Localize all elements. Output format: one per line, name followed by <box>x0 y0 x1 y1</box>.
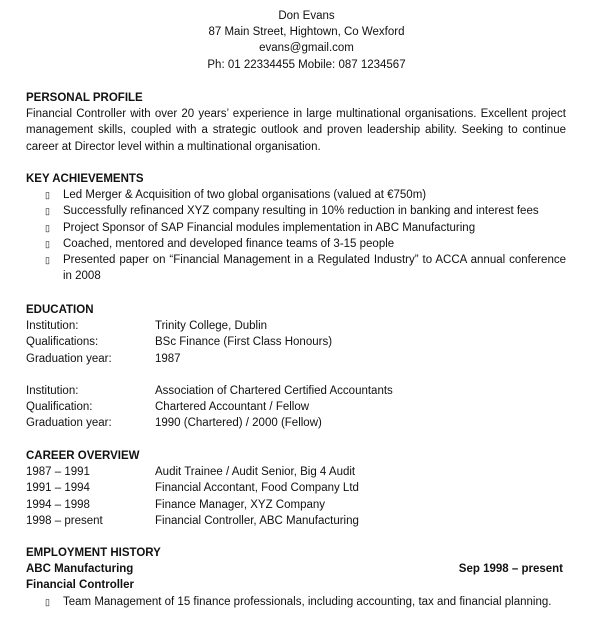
education-row: Graduation year: 1990 (Chartered) / 2000 (Fellow) <box>26 417 322 430</box>
list-item: ▯ Project Sponsor of SAP Financial modules implementation in ABC Manufacturing <box>26 220 566 236</box>
bullet-icon: ▯ <box>45 596 50 607</box>
bullet-icon: ▯ <box>45 222 50 233</box>
employer-row <box>26 561 563 577</box>
career-overview-section <box>26 448 566 529</box>
list-item: ▯ Coached, mentored and developed finance teams of 3-15 people <box>26 236 566 252</box>
section-heading: PERSONAL PROFILE <box>26 92 143 104</box>
bullet-icon: ▯ <box>45 190 50 201</box>
education-row: Institution: Trinity College, Dublin <box>26 320 268 333</box>
education-entry <box>26 318 566 367</box>
personal-profile-section <box>26 90 566 155</box>
bullet-icon: ▯ <box>45 206 50 217</box>
list-item: ▯ Successfully refinanced XYZ company resulting in 10% reduction in banking and interest fees <box>26 203 566 219</box>
education-section <box>26 302 566 432</box>
section-heading: EDUCATION <box>26 304 94 316</box>
bullet-icon: ▯ <box>45 238 50 249</box>
achievements-list <box>26 187 566 284</box>
education-row: Qualification: Chartered Accountant / Fellow <box>26 401 310 414</box>
education-row: Graduation year: 1987 <box>26 352 181 365</box>
address: 87 Main Street, Hightown, Co Wexford <box>208 26 405 39</box>
candidate-name: Don Evans <box>278 10 335 22</box>
profile-text: Financial Controller with over 20 years’ experience in large multinational organisations. Excellent project management skills, coupled with a strategic outlook and proven leadership ability. Seeking to continue career at Director level within a multinational organisation. <box>26 108 566 153</box>
phone-numbers: Ph: 01 22334455 Mobile: 087 1234567 <box>207 58 406 71</box>
education-row: Qualifications: BSc Finance (First Class Honours) <box>26 336 333 349</box>
career-row: 1987 – 1991 Audit Trainee / Audit Senior, Big 4 Audit <box>26 466 356 479</box>
employment-duties-list <box>26 594 563 610</box>
section-heading: CAREER OVERVIEW <box>26 450 140 462</box>
employment-dates: Sep 1998 – present <box>458 563 563 576</box>
section-heading: KEY ACHIEVEMENTS <box>26 173 144 185</box>
employer-name: ABC Manufacturing <box>26 563 134 576</box>
section-heading: EMPLOYMENT HISTORY <box>26 547 161 559</box>
employment-history-section <box>26 545 563 610</box>
education-entry <box>26 383 566 432</box>
list-item: ▯ Presented paper on “Financial Management in a Regulated Industry” to ACCA annual conference in 2008 <box>45 254 566 283</box>
career-row: 1994 – 1998 Finance Manager, XYZ Company <box>26 498 326 511</box>
job-title: Financial Controller <box>26 579 134 592</box>
key-achievements-section <box>26 171 566 284</box>
career-row: 1998 – present Financial Controller, ABC Manufacturing <box>26 514 359 527</box>
contact-header <box>0 8 613 73</box>
career-row: 1991 – 1994 Financial Accontant, Food Company Ltd <box>26 482 359 495</box>
bullet-icon: ▯ <box>45 255 50 265</box>
email[interactable]: evans@gmail.com <box>259 42 354 55</box>
list-item: ▯ Led Merger & Acquisition of two global organisations (valued at €750m) <box>26 187 566 203</box>
list-item: ▯ Team Management of 15 finance professionals, including accounting, tax and financial planning. <box>26 594 563 610</box>
education-row: Institution: Association of Chartered Certified Accountants <box>26 384 393 397</box>
